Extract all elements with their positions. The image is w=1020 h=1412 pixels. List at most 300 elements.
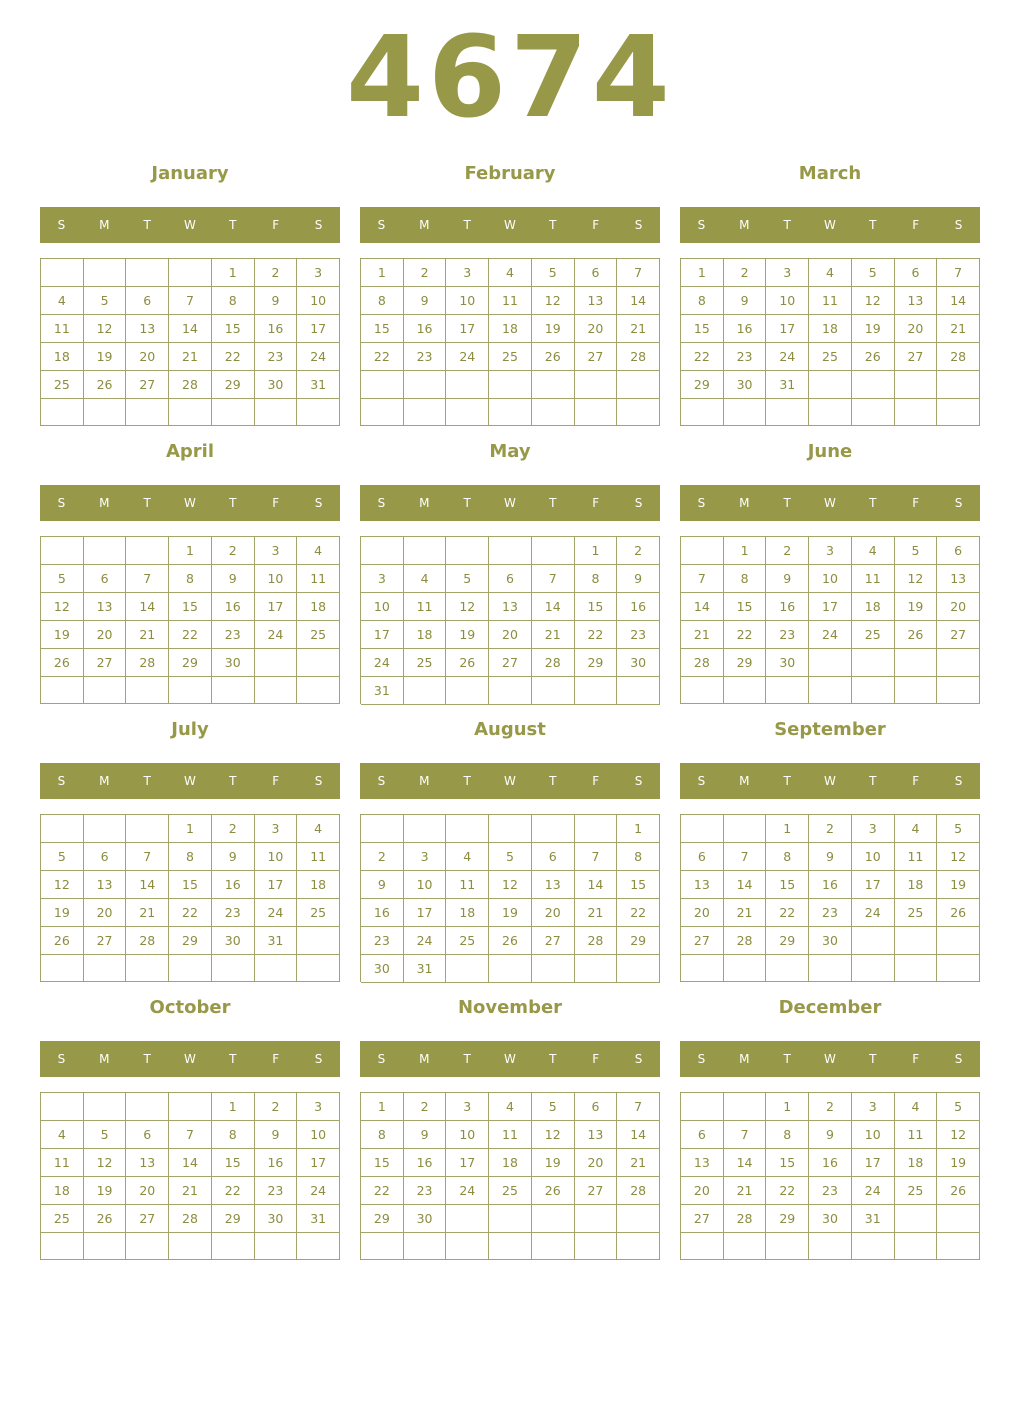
weekday-label: T [549, 774, 557, 788]
day-cell: 23 [809, 1177, 852, 1205]
weekday-label: F [912, 774, 920, 788]
weekday-label: S [634, 496, 643, 510]
day-cell: 21 [937, 315, 980, 343]
weekday-label: M [419, 218, 430, 232]
day-cell: 22 [212, 343, 255, 371]
day-cell: 21 [681, 621, 724, 649]
weekday-label: T [143, 774, 151, 788]
day-cell: 29 [766, 927, 809, 955]
weekday-label: T [549, 496, 557, 510]
empty-cell [809, 1233, 852, 1260]
weekday-label: W [824, 1052, 836, 1066]
day-cell: 28 [126, 649, 169, 677]
day-cell: 17 [404, 899, 447, 927]
day-cell: 12 [532, 287, 575, 315]
day-cell: 19 [852, 315, 895, 343]
day-grid [360, 536, 660, 704]
weekday-label: S [634, 218, 643, 232]
weekday-label: F [272, 1052, 280, 1066]
day-cell: 30 [809, 1205, 852, 1233]
empty-cell [575, 955, 618, 983]
empty-cell [255, 677, 298, 704]
weekday-header [40, 1041, 340, 1077]
day-cell: 17 [809, 593, 852, 621]
day-cell: 7 [681, 565, 724, 593]
weekday-label: M [99, 496, 110, 510]
day-cell: 14 [169, 315, 212, 343]
day-cell: 17 [361, 621, 404, 649]
day-cell: 10 [446, 1121, 489, 1149]
day-cell: 29 [169, 649, 212, 677]
weekday-header [680, 1041, 980, 1077]
weekday-label: T [549, 218, 557, 232]
day-cell: 3 [852, 1093, 895, 1121]
empty-cell [446, 399, 489, 427]
day-cell: 26 [937, 899, 980, 927]
day-cell: 23 [617, 621, 660, 649]
day-cell: 27 [84, 649, 127, 677]
day-cell: 15 [212, 315, 255, 343]
empty-cell [84, 1093, 127, 1121]
day-cell: 24 [297, 1177, 340, 1205]
day-cell: 4 [895, 1093, 938, 1121]
day-cell: 28 [937, 343, 980, 371]
weekday-label: T [869, 496, 877, 510]
weekday-label: W [504, 1052, 516, 1066]
day-cell: 3 [255, 815, 298, 843]
month-name: August [474, 719, 546, 740]
empty-cell [617, 399, 660, 427]
day-cell: 3 [297, 1093, 340, 1121]
day-cell: 4 [404, 565, 447, 593]
day-cell: 21 [617, 1149, 660, 1177]
day-cell: 12 [852, 287, 895, 315]
day-cell: 6 [84, 843, 127, 871]
day-cell: 6 [895, 259, 938, 287]
day-cell: 1 [212, 1093, 255, 1121]
month-name: November [457, 997, 563, 1018]
weekday-label: S [954, 496, 963, 510]
day-cell: 15 [617, 871, 660, 899]
day-cell: 24 [361, 649, 404, 677]
day-cell: 7 [937, 259, 980, 287]
day-cell: 15 [681, 315, 724, 343]
day-cell: 15 [169, 593, 212, 621]
empty-cell [895, 649, 938, 677]
day-cell: 15 [361, 1149, 404, 1177]
day-cell: 4 [489, 259, 532, 287]
day-cell: 5 [532, 259, 575, 287]
day-cell: 22 [617, 899, 660, 927]
day-cell: 7 [532, 565, 575, 593]
empty-cell [446, 371, 489, 399]
empty-cell [446, 815, 489, 843]
day-cell: 10 [852, 1121, 895, 1149]
day-cell: 24 [446, 343, 489, 371]
day-cell: 5 [937, 1093, 980, 1121]
empty-cell [809, 649, 852, 677]
weekday-label: M [739, 774, 750, 788]
empty-cell [297, 955, 340, 982]
day-cell: 7 [617, 1093, 660, 1121]
day-grid [680, 258, 980, 426]
weekday-label: S [314, 774, 323, 788]
day-cell: 28 [617, 1177, 660, 1205]
day-cell: 6 [937, 537, 980, 565]
day-cell: 8 [361, 1121, 404, 1149]
day-cell: 14 [617, 1121, 660, 1149]
day-cell: 6 [575, 259, 618, 287]
day-cell: 18 [489, 1149, 532, 1177]
empty-cell [404, 815, 447, 843]
day-cell: 18 [852, 593, 895, 621]
day-grid [680, 1092, 980, 1260]
day-cell: 11 [489, 287, 532, 315]
weekday-label: T [143, 496, 151, 510]
empty-cell [532, 955, 575, 983]
empty-cell [404, 677, 447, 705]
day-cell: 14 [532, 593, 575, 621]
day-cell: 16 [212, 593, 255, 621]
day-cell: 20 [126, 343, 169, 371]
weekday-label: W [184, 218, 196, 232]
day-cell: 12 [937, 843, 980, 871]
day-cell: 19 [84, 343, 127, 371]
day-cell: 22 [169, 899, 212, 927]
day-cell: 1 [766, 1093, 809, 1121]
day-cell: 18 [446, 899, 489, 927]
day-cell: 1 [575, 537, 618, 565]
day-cell: 3 [255, 537, 298, 565]
day-grid [680, 814, 980, 982]
day-cell: 22 [681, 343, 724, 371]
day-cell: 9 [809, 843, 852, 871]
day-cell: 27 [126, 371, 169, 399]
day-cell: 20 [937, 593, 980, 621]
day-cell: 14 [126, 871, 169, 899]
day-cell: 13 [489, 593, 532, 621]
weekday-header [360, 207, 660, 243]
day-cell: 4 [852, 537, 895, 565]
empty-cell [297, 677, 340, 704]
empty-cell [532, 371, 575, 399]
day-grid [360, 814, 660, 982]
day-cell: 7 [169, 287, 212, 315]
day-cell: 27 [126, 1205, 169, 1233]
day-cell: 25 [41, 371, 84, 399]
day-cell: 12 [895, 565, 938, 593]
day-cell: 24 [297, 343, 340, 371]
day-cell: 6 [681, 1121, 724, 1149]
empty-cell [575, 677, 618, 705]
day-cell: 22 [361, 343, 404, 371]
day-cell: 19 [446, 621, 489, 649]
empty-cell [126, 259, 169, 287]
day-cell: 23 [361, 927, 404, 955]
day-cell: 9 [766, 565, 809, 593]
day-cell: 5 [937, 815, 980, 843]
day-cell: 20 [126, 1177, 169, 1205]
weekday-label: T [783, 218, 791, 232]
empty-cell [575, 1233, 618, 1260]
day-cell: 1 [361, 259, 404, 287]
day-cell: 28 [126, 927, 169, 955]
day-cell: 18 [895, 871, 938, 899]
day-cell: 13 [532, 871, 575, 899]
day-cell: 1 [169, 537, 212, 565]
empty-cell [489, 537, 532, 565]
day-cell: 8 [169, 565, 212, 593]
day-cell: 18 [809, 315, 852, 343]
day-grid [40, 1092, 340, 1260]
day-cell: 30 [809, 927, 852, 955]
empty-cell [212, 1233, 255, 1260]
empty-cell [681, 955, 724, 982]
month-name: May [489, 441, 531, 462]
day-cell: 7 [617, 259, 660, 287]
month-name: April [165, 441, 215, 462]
weekday-label: T [869, 218, 877, 232]
weekday-header [360, 485, 660, 521]
empty-cell [126, 955, 169, 982]
day-cell: 27 [681, 1205, 724, 1233]
day-cell: 24 [255, 621, 298, 649]
day-cell: 3 [446, 259, 489, 287]
empty-cell [446, 1233, 489, 1260]
day-cell: 24 [446, 1177, 489, 1205]
day-cell: 13 [681, 871, 724, 899]
day-cell: 8 [361, 287, 404, 315]
day-cell: 21 [532, 621, 575, 649]
day-cell: 25 [489, 1177, 532, 1205]
day-cell: 20 [681, 1177, 724, 1205]
empty-cell [937, 927, 980, 955]
empty-cell [489, 399, 532, 427]
weekday-label: M [99, 1052, 110, 1066]
empty-cell [809, 371, 852, 399]
weekday-label: T [463, 218, 471, 232]
day-cell: 21 [126, 899, 169, 927]
day-cell: 26 [489, 927, 532, 955]
day-cell: 30 [617, 649, 660, 677]
day-cell: 9 [809, 1121, 852, 1149]
empty-cell [852, 927, 895, 955]
day-cell: 29 [212, 371, 255, 399]
weekday-label: W [504, 496, 516, 510]
day-cell: 13 [126, 315, 169, 343]
weekday-label: S [634, 1052, 643, 1066]
empty-cell [895, 677, 938, 704]
weekday-label: S [697, 218, 706, 232]
empty-cell [489, 955, 532, 983]
day-cell: 14 [169, 1149, 212, 1177]
day-cell: 23 [212, 621, 255, 649]
day-cell: 16 [766, 593, 809, 621]
weekday-label: T [869, 774, 877, 788]
day-grid [40, 536, 340, 704]
day-cell: 8 [724, 565, 767, 593]
day-cell: 8 [212, 1121, 255, 1149]
day-cell: 8 [617, 843, 660, 871]
day-cell: 21 [169, 1177, 212, 1205]
day-cell: 17 [852, 1149, 895, 1177]
weekday-label: T [783, 1052, 791, 1066]
day-cell: 10 [297, 1121, 340, 1149]
day-cell: 10 [404, 871, 447, 899]
weekday-label: S [377, 218, 386, 232]
empty-cell [532, 677, 575, 705]
weekday-label: F [592, 496, 600, 510]
day-cell: 5 [41, 843, 84, 871]
month-name: March [798, 163, 862, 184]
empty-cell [446, 677, 489, 705]
day-cell: 2 [809, 815, 852, 843]
empty-cell [724, 399, 767, 426]
day-cell: 6 [84, 565, 127, 593]
day-cell: 12 [446, 593, 489, 621]
day-cell: 28 [681, 649, 724, 677]
day-cell: 29 [617, 927, 660, 955]
month-name: December [778, 997, 882, 1018]
day-cell: 13 [575, 1121, 618, 1149]
day-cell: 20 [489, 621, 532, 649]
empty-cell [84, 1233, 127, 1260]
day-cell: 14 [937, 287, 980, 315]
day-cell: 19 [937, 1149, 980, 1177]
day-cell: 28 [724, 1205, 767, 1233]
weekday-header [40, 763, 340, 799]
day-cell: 16 [404, 315, 447, 343]
day-cell: 16 [724, 315, 767, 343]
day-cell: 5 [84, 1121, 127, 1149]
day-cell: 16 [617, 593, 660, 621]
day-cell: 13 [84, 871, 127, 899]
day-cell: 12 [84, 1149, 127, 1177]
day-cell: 13 [126, 1149, 169, 1177]
empty-cell [895, 955, 938, 982]
day-cell: 9 [212, 565, 255, 593]
weekday-label: S [697, 496, 706, 510]
day-cell: 30 [766, 649, 809, 677]
day-cell: 25 [297, 899, 340, 927]
weekday-label: S [697, 1052, 706, 1066]
day-cell: 15 [212, 1149, 255, 1177]
weekday-label: T [229, 774, 237, 788]
day-cell: 9 [255, 287, 298, 315]
day-cell: 1 [766, 815, 809, 843]
empty-cell [126, 537, 169, 565]
weekday-header [40, 485, 340, 521]
day-cell: 20 [575, 1149, 618, 1177]
day-cell: 24 [809, 621, 852, 649]
day-cell: 15 [724, 593, 767, 621]
day-cell: 9 [404, 287, 447, 315]
empty-cell [404, 371, 447, 399]
day-cell: 23 [212, 899, 255, 927]
day-cell: 17 [766, 315, 809, 343]
day-cell: 22 [361, 1177, 404, 1205]
day-cell: 26 [895, 621, 938, 649]
day-cell: 20 [84, 621, 127, 649]
day-cell: 5 [895, 537, 938, 565]
day-cell: 3 [809, 537, 852, 565]
day-cell: 25 [404, 649, 447, 677]
empty-cell [724, 677, 767, 704]
empty-cell [41, 1233, 84, 1260]
day-cell: 21 [575, 899, 618, 927]
empty-cell [169, 1233, 212, 1260]
empty-cell [212, 955, 255, 982]
day-cell: 31 [766, 371, 809, 399]
day-cell: 2 [212, 815, 255, 843]
day-cell: 1 [169, 815, 212, 843]
day-cell: 18 [41, 1177, 84, 1205]
empty-cell [532, 815, 575, 843]
weekday-label: M [419, 496, 430, 510]
weekday-label: S [57, 218, 66, 232]
day-cell: 19 [489, 899, 532, 927]
empty-cell [212, 677, 255, 704]
day-cell: 13 [895, 287, 938, 315]
day-cell: 12 [84, 315, 127, 343]
empty-cell [575, 371, 618, 399]
weekday-label: W [184, 774, 196, 788]
day-cell: 23 [255, 343, 298, 371]
day-cell: 22 [575, 621, 618, 649]
empty-cell [41, 537, 84, 565]
day-cell: 24 [852, 1177, 895, 1205]
day-cell: 10 [255, 565, 298, 593]
day-cell: 11 [809, 287, 852, 315]
empty-cell [41, 259, 84, 287]
day-cell: 2 [361, 843, 404, 871]
day-cell: 2 [724, 259, 767, 287]
day-cell: 7 [126, 843, 169, 871]
day-cell: 26 [446, 649, 489, 677]
empty-cell [937, 1233, 980, 1260]
day-cell: 22 [724, 621, 767, 649]
day-cell: 29 [361, 1205, 404, 1233]
day-cell: 26 [84, 1205, 127, 1233]
day-cell: 12 [41, 593, 84, 621]
empty-cell [895, 399, 938, 426]
empty-cell [809, 399, 852, 426]
empty-cell [681, 1093, 724, 1121]
empty-cell [937, 371, 980, 399]
day-cell: 7 [724, 843, 767, 871]
day-cell: 9 [404, 1121, 447, 1149]
day-cell: 25 [852, 621, 895, 649]
day-cell: 15 [169, 871, 212, 899]
weekday-label: M [419, 1052, 430, 1066]
day-cell: 10 [446, 287, 489, 315]
day-cell: 8 [575, 565, 618, 593]
day-cell: 8 [766, 1121, 809, 1149]
day-cell: 30 [212, 927, 255, 955]
empty-cell [575, 399, 618, 427]
weekday-label: F [592, 1052, 600, 1066]
day-cell: 13 [937, 565, 980, 593]
day-cell: 31 [852, 1205, 895, 1233]
weekday-label: F [592, 774, 600, 788]
day-cell: 28 [617, 343, 660, 371]
weekday-label: F [272, 218, 280, 232]
day-cell: 7 [169, 1121, 212, 1149]
day-cell: 26 [41, 927, 84, 955]
day-cell: 30 [212, 649, 255, 677]
day-cell: 27 [575, 1177, 618, 1205]
day-cell: 28 [169, 371, 212, 399]
